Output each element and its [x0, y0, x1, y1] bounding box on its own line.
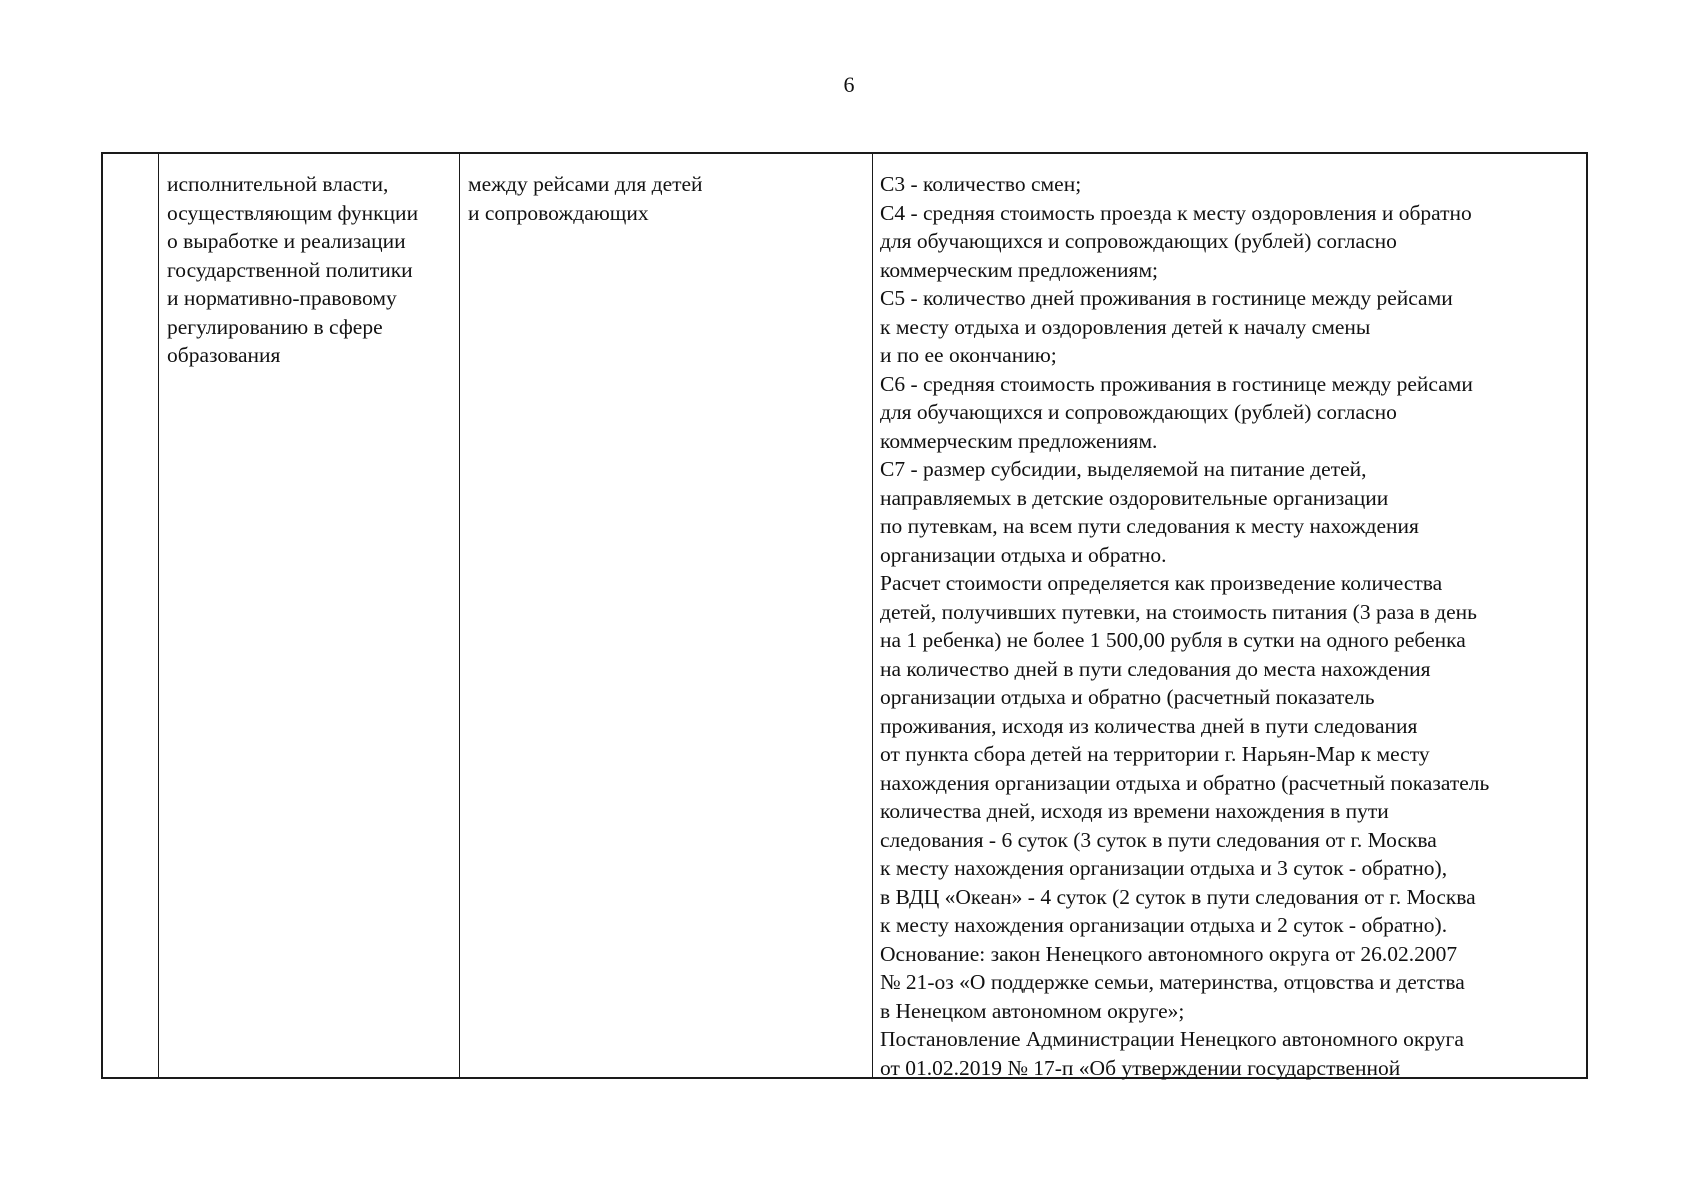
text-line: организации отдыха и обратно. — [880, 542, 1167, 567]
text-line: проживания, исходя из количества дней в пути следования — [880, 713, 1418, 738]
text-line: коммерческим предложениям. — [880, 428, 1158, 453]
text-line: к месту отдыха и оздоровления детей к началу смены — [880, 314, 1371, 339]
text-line: С6 - средняя стоимость проживания в гостинице между рейсами — [880, 371, 1473, 396]
text-line: детей, получивших путевки, на стоимость питания (3 раза в день — [880, 599, 1477, 624]
calculation-text — [880, 170, 1582, 1082]
text-line: коммерческим предложениям; — [880, 257, 1159, 282]
text-line: направляемых в детские оздоровительные организации — [880, 485, 1389, 510]
text-line: на количество дней в пути следования до места нахождения — [880, 656, 1431, 681]
text-line: между рейсами для детей — [468, 172, 703, 196]
table-column-number — [103, 154, 159, 1077]
text-line: о выработке и реализации — [167, 229, 406, 253]
text-line: для обучающихся и сопровождающих (рублей) согласно — [880, 229, 1397, 253]
text-line: для обучающихся и сопровождающих (рублей) согласно — [880, 400, 1397, 424]
text-line: от пункта сбора детей на территории г. Нарьян-Мар к месту — [880, 742, 1430, 766]
table-column-calculation — [873, 154, 1586, 1080]
purpose-text — [468, 170, 864, 227]
text-line: С3 - количество смен; — [880, 172, 1082, 196]
text-line: С5 - количество дней проживания в гостинице между рейсами — [880, 286, 1453, 310]
text-line: к месту нахождения организации отдыха и 3 суток - обратно), — [880, 856, 1448, 880]
text-line: и нормативно-правовому — [167, 286, 397, 310]
text-line: в ВДЦ «Океан» - 4 суток (2 суток в пути следования от г. Москва — [880, 884, 1476, 909]
text-line: на 1 ребенка) не более 1 500,00 рубля в сутки на одного ребенка — [880, 628, 1466, 652]
text-line: регулированию в сфере — [167, 314, 383, 339]
text-line: и сопровождающих — [468, 200, 649, 225]
text-line: и по ее окончанию; — [880, 343, 1057, 367]
text-line: образования — [167, 343, 281, 367]
text-line: от 01.02.2019 № 17-п «Об утверждении государственной — [880, 1055, 1401, 1080]
text-line: С4 - средняя стоимость проезда к месту оздоровления и обратно — [880, 200, 1472, 225]
text-line: количества дней, исходя из времени нахождения в пути — [880, 799, 1389, 823]
text-line: Расчет стоимости определяется как произведение количества — [880, 571, 1443, 595]
page-number: 6 — [843, 72, 855, 97]
document-table — [101, 152, 1588, 1079]
authority-text — [167, 170, 451, 370]
text-line: осуществляющим функции — [167, 200, 419, 225]
text-line: следования - 6 суток (3 суток в пути следования от г. Москва — [880, 827, 1437, 852]
text-line: государственной политики — [167, 257, 413, 282]
text-line: Основание: закон Ненецкого автономного округа от 26.02.2007 — [880, 941, 1458, 966]
text-line: исполнительной власти, — [167, 172, 389, 196]
text-line: к месту нахождения организации отдыха и 2 суток - обратно). — [880, 913, 1448, 937]
table-column-authority — [159, 154, 460, 1077]
text-line: в Ненецком автономном округе»; — [880, 998, 1185, 1023]
text-line: по путевкам, на всем пути следования к месту нахождения — [880, 514, 1419, 538]
text-line: организации отдыха и обратно (расчетный показатель — [880, 685, 1375, 709]
text-line: С7 - размер субсидии, выделяемой на питание детей, — [880, 457, 1367, 481]
text-line: № 21-оз «О поддержке семьи, материнства, отцовства и детства — [880, 970, 1465, 994]
table-column-purpose — [460, 154, 873, 1077]
text-line: Постановление Администрации Ненецкого автономного округа — [880, 1027, 1464, 1051]
text-line: нахождения организации отдыха и обратно (расчетный показатель — [880, 770, 1490, 795]
